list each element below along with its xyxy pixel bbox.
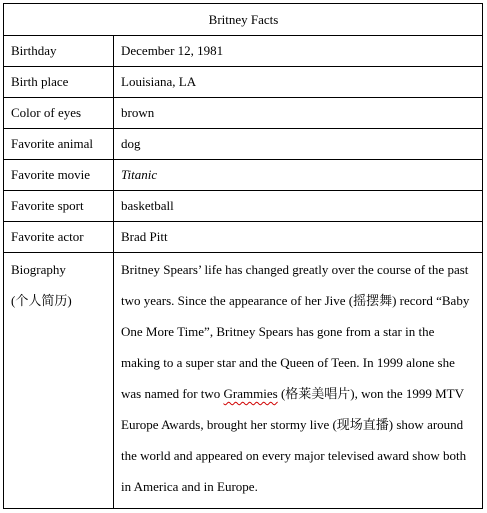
table-row bbox=[4, 160, 483, 191]
title-row bbox=[4, 4, 483, 36]
biography-text-cell bbox=[114, 253, 483, 509]
row-value-favorite-sport: basketball bbox=[114, 191, 483, 222]
row-value-favorite-movie: Titanic bbox=[114, 160, 483, 191]
britney-facts-table bbox=[3, 3, 483, 509]
biography-label: Biography bbox=[11, 262, 66, 277]
row-value-favorite-animal: dog bbox=[114, 129, 483, 160]
table-row bbox=[4, 67, 483, 98]
table-row bbox=[4, 129, 483, 160]
biography-row bbox=[4, 253, 483, 509]
biography-text-part2: (格莱美唱片), won the 1999 MTV Europe Awards, brought her stormy live (现场直播) show around the world and appeared on every major televised award show both in America and in Europe. bbox=[121, 386, 467, 494]
biography-text-part1: Britney Spears’ life has changed greatly over the course of the past two years. Since the appearance of her Jive (摇摆舞) record “Baby One More Time”, Britney Spears has gone from a star in the making to a super star and the Queen of Teen. In 1999 alone she was named for two bbox=[121, 262, 470, 401]
row-label-favorite-movie: Favorite movie bbox=[4, 160, 114, 191]
biography-label-chinese: (个人简历) bbox=[11, 293, 72, 308]
row-value-eye-color: brown bbox=[114, 98, 483, 129]
biography-text bbox=[121, 254, 476, 502]
table-title: Britney Facts bbox=[4, 4, 483, 36]
spellcheck-flagged-word: Grammies bbox=[223, 386, 278, 401]
table-row bbox=[4, 191, 483, 222]
row-value-birth-place: Louisiana, LA bbox=[114, 67, 483, 98]
row-value-favorite-actor: Brad Pitt bbox=[114, 222, 483, 253]
row-label-favorite-sport: Favorite sport bbox=[4, 191, 114, 222]
row-label-birthday: Birthday bbox=[4, 36, 114, 67]
table-row bbox=[4, 222, 483, 253]
table-row bbox=[4, 36, 483, 67]
row-label-birth-place: Birth place bbox=[4, 67, 114, 98]
row-value-birthday: December 12, 1981 bbox=[114, 36, 483, 67]
biography-label-cell bbox=[4, 253, 114, 509]
row-label-eye-color: Color of eyes bbox=[4, 98, 114, 129]
table-row bbox=[4, 98, 483, 129]
row-label-favorite-animal: Favorite animal bbox=[4, 129, 114, 160]
row-label-favorite-actor: Favorite actor bbox=[4, 222, 114, 253]
